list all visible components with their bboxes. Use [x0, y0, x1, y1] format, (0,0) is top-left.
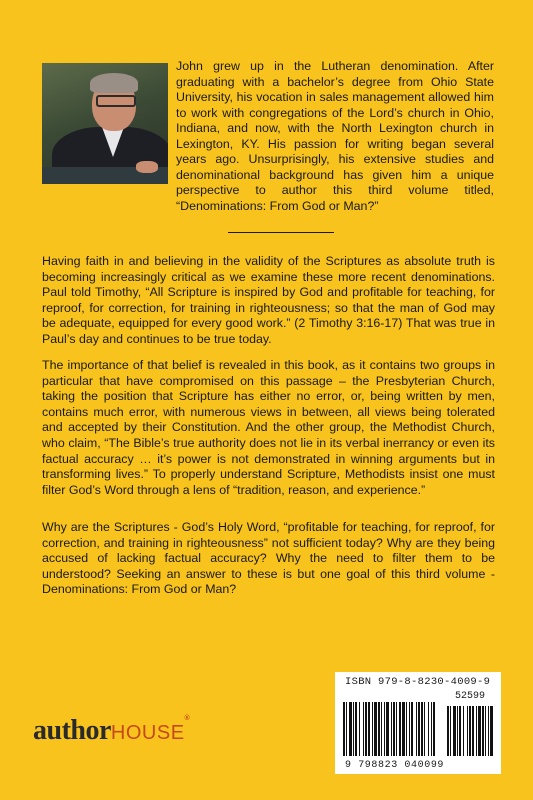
barcode-bars [339, 702, 497, 760]
barcode-bar [396, 702, 397, 756]
barcode-bar [355, 702, 357, 756]
ean-digits: 9 798823 040099 [345, 760, 445, 771]
publisher-logo [33, 715, 189, 747]
addon-bar [485, 706, 486, 756]
barcode-bar [353, 702, 354, 756]
barcode-bar [416, 702, 417, 756]
addon-bar [453, 706, 456, 756]
barcode-bar [359, 702, 360, 756]
photo-hand [136, 161, 158, 173]
barcode-bar [346, 702, 347, 756]
barcode-bar [384, 702, 385, 756]
body-paragraph-1: Having faith in and believing in the validity of the Scriptures as absolute truth is becoming increasingly critical as we examine these more recent denominations. Paul told Timothy, “All Scripture is inspired by God and profitable for teaching, for reproof, for correction, for training in righteousness; so that the man of God may be adequate, equipped for every good work.” (2 Timothy 3:16-17) That was true in Paul’s day and continues to be true today. [42, 254, 495, 346]
barcode-bar [391, 702, 392, 756]
barcode-bar [418, 702, 420, 756]
publisher-logo-author: author [33, 715, 111, 746]
addon-bar [472, 706, 474, 756]
barcode-bar [411, 702, 413, 756]
barcode-bar [381, 702, 382, 756]
barcode-bar [393, 702, 395, 756]
addon-bar [478, 706, 481, 756]
barcode-bar [365, 702, 367, 756]
price-addon-code: 52599 [455, 691, 486, 702]
registered-mark: ® [184, 715, 190, 722]
addon-bar [488, 706, 489, 756]
barcode-bar [372, 702, 373, 756]
addon-bar [482, 706, 484, 756]
barcode-bar [421, 702, 423, 756]
addon-bar [463, 706, 464, 756]
addon-bar [490, 706, 493, 756]
isbn-label: ISBN 979-8-8230-4009-9 [345, 676, 491, 688]
barcode-bar [349, 702, 352, 756]
addon-bar [467, 706, 468, 756]
photo-hair [90, 73, 138, 93]
author-bio: John grew up in the Lutheran denomination. After graduating with a bachelor’s degree from Ohio State University, his vocation in sales management allowed him to work with congregations of the Lord’s church in Ohio, Indiana, and now, with the North Lexington church in Lexington, KY. His passion for writing began several years ago. Unsurprisingly, his extensive studies and denominational background has given him a unique perspective to author this third volume titled, “Denominations: From God or Man?” [176, 59, 494, 213]
addon-bar [457, 706, 458, 756]
barcode-bar [433, 702, 435, 756]
body-paragraph-3: Why are the Scriptures - God’s Holy Word, “profitable for teaching, for reproof, for correction, and training in righteousness” not sufficient today? Why are they being accused of lacking factual accuracy? Why the need to filter them to be understood? Seeking an answer to these is but one goal of this third volume - Denominations: From God or Man? [42, 520, 495, 597]
addon-bar [447, 706, 449, 756]
addon-bar [469, 706, 471, 756]
barcode-bar [431, 702, 432, 756]
photo-glasses [96, 95, 136, 107]
barcode-bar [409, 702, 410, 756]
addon-bar [450, 706, 451, 756]
barcode-bar [399, 702, 401, 756]
barcode-bar [368, 702, 370, 756]
barcode-bar [386, 702, 389, 756]
barcode-bar [374, 702, 377, 756]
barcode-bar [402, 702, 405, 756]
barcode-bar [343, 702, 345, 756]
barcode-bar [363, 702, 364, 756]
section-divider [228, 232, 334, 233]
addon-bar [476, 706, 477, 756]
barcode-bar [428, 702, 429, 756]
barcode-bar [378, 702, 380, 756]
body-paragraph-2: The importance of that belief is revealed in this book, as it contains two groups in particular that have compromised on this passage – the Presbyterian Church, taking the position that Scripture has either no error, or, being written by men, contains much error, with numerous views in between, all views being tolerated and accepted by their Constitution. And the other group, the Methodist Church, who claim, “The Bible’s true authority does not lie in its verbal inerrancy or even its factual accuracy … it’s power is not demonstrated in winning arguments but in transforming lives.” To properly understand Scripture, Methodists insist one must filter God’s Word through a lens of “tradition, reason, and experience.” [42, 358, 495, 497]
addon-bar [459, 706, 461, 756]
publisher-logo-house: HOUSE [110, 722, 185, 744]
author-photo [42, 63, 168, 184]
barcode-bar [424, 702, 425, 756]
isbn-barcode [335, 672, 501, 774]
barcode-bar [406, 702, 407, 756]
